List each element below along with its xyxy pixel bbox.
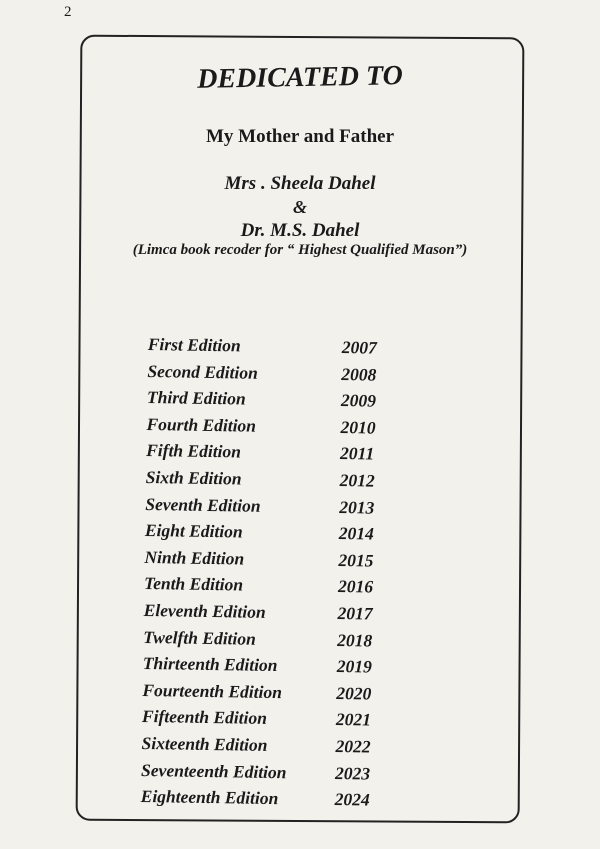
edition-year: 2007 [341, 337, 377, 358]
edition-list [140, 334, 407, 817]
edition-year: 2014 [338, 523, 375, 544]
edition-row [143, 626, 403, 657]
edition-year: 2020 [336, 682, 372, 704]
edition-row [145, 494, 405, 525]
edition-row [147, 387, 407, 418]
edition-year: 2023 [334, 762, 371, 784]
edition-name: Eight Edition [144, 520, 243, 542]
dedication-heading: DEDICATED TO [196, 60, 404, 95]
edition-name: Seventh Edition [145, 493, 261, 516]
edition-name: Third Edition [146, 387, 246, 409]
edition-name: Fourth Edition [146, 413, 257, 436]
edition-name: Eleventh Edition [143, 599, 266, 622]
edition-year: 2008 [341, 363, 377, 385]
edition-year: 2012 [339, 469, 375, 491]
parents-line: My Mother and Father [205, 126, 395, 147]
edition-year: 2010 [340, 416, 376, 438]
edition-name: Tenth Edition [143, 573, 244, 595]
edition-year: 2019 [336, 656, 372, 677]
edition-row [143, 653, 403, 684]
edition-name: First Edition [147, 334, 241, 356]
edition-name: Ninth Edition [144, 546, 245, 569]
edition-row [141, 759, 401, 790]
edition-year: 2016 [337, 576, 374, 597]
edition-name: Twelfth Edition [143, 626, 257, 649]
edition-year: 2021 [335, 709, 372, 730]
edition-year: 2018 [337, 629, 373, 651]
page-number: 2 [64, 4, 72, 20]
edition-row [146, 440, 406, 471]
edition-row [144, 547, 404, 578]
edition-row [145, 467, 405, 498]
edition-row [148, 334, 408, 365]
edition-name: Thirteenth Edition [142, 653, 278, 676]
ampersand: & [292, 197, 307, 217]
edition-row [146, 414, 406, 445]
edition-year: 2022 [335, 735, 371, 757]
edition-name: Sixteenth Edition [141, 732, 268, 755]
edition-name: Eighteenth Edition [140, 786, 279, 809]
edition-year: 2024 [334, 789, 370, 810]
edition-year: 2017 [337, 602, 373, 624]
edition-row [140, 786, 400, 817]
edition-row [142, 680, 402, 711]
edition-name: Fourteenth Edition [142, 679, 283, 702]
edition-name: Second Edition [147, 360, 258, 383]
edition-name: Seventeenth Edition [141, 759, 287, 782]
edition-name: Fifteenth Edition [141, 706, 268, 729]
edition-year: 2011 [339, 443, 375, 464]
mother-name: Mrs . Sheela Dahel [224, 173, 376, 194]
edition-row [143, 600, 403, 631]
edition-row [141, 733, 401, 764]
edition-row [142, 706, 402, 737]
edition-name: Sixth Edition [145, 466, 242, 489]
father-name: Dr. M.S. Dahel [240, 220, 360, 241]
edition-row [147, 361, 407, 392]
edition-year: 2009 [340, 390, 377, 411]
father-note: (Limca book recoder for “ Highest Qualified Mason”) [132, 242, 468, 258]
edition-row [145, 520, 405, 551]
edition-row [144, 573, 404, 604]
edition-year: 2013 [339, 496, 375, 518]
edition-year: 2015 [338, 549, 374, 571]
edition-name: Fifth Edition [146, 440, 242, 462]
